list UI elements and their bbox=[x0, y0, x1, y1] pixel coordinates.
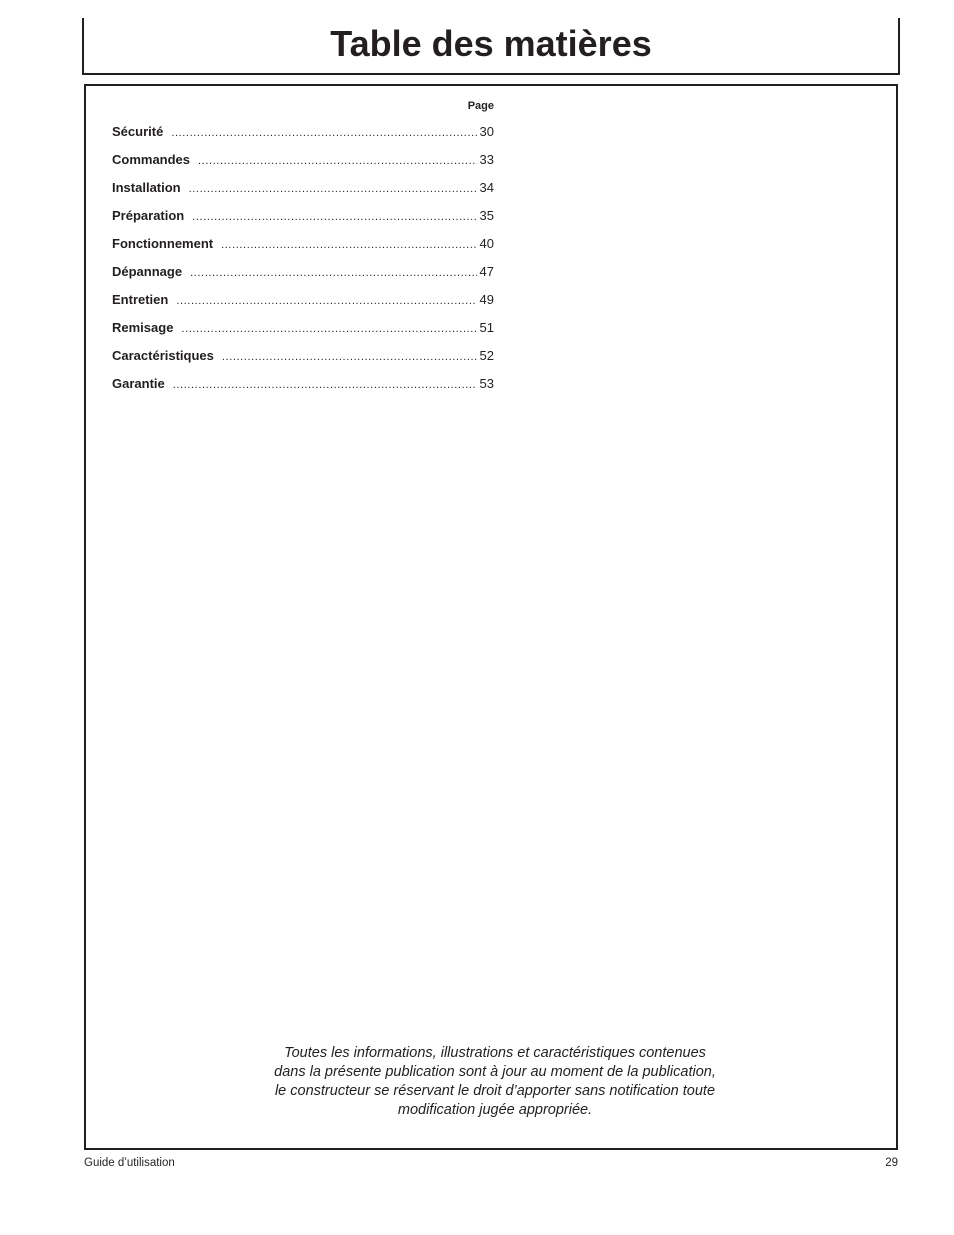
toc-entry-page: 35 bbox=[479, 208, 494, 223]
toc-entry-page: 52 bbox=[479, 348, 494, 363]
toc-entry-remisage[interactable] bbox=[112, 320, 494, 348]
toc-entry-page: 33 bbox=[479, 152, 494, 167]
dot-leader bbox=[198, 153, 477, 169]
dot-leader bbox=[192, 209, 476, 225]
toc-entry-page: 34 bbox=[479, 180, 494, 195]
table-of-contents bbox=[112, 98, 494, 404]
title-box bbox=[82, 18, 900, 75]
toc-entry-label: Sécurité bbox=[112, 124, 164, 139]
toc-entry-page: 47 bbox=[479, 264, 494, 279]
toc-entry-fonctionnement[interactable] bbox=[112, 236, 494, 264]
toc-entry-page: 53 bbox=[479, 376, 494, 391]
toc-entry-entretien[interactable] bbox=[112, 292, 494, 320]
toc-entry-label: Remisage bbox=[112, 320, 174, 335]
toc-entry-page: 40 bbox=[479, 236, 494, 251]
disclaimer-line: dans la présente publication sont à jour au moment de la publication, bbox=[274, 1064, 716, 1080]
dot-leader bbox=[222, 349, 477, 365]
disclaimer-line: Toutes les informations, illustrations et caractéristiques contenues bbox=[284, 1045, 706, 1061]
dot-leader bbox=[171, 125, 476, 141]
dot-leader bbox=[176, 293, 476, 309]
dot-leader bbox=[173, 377, 477, 393]
toc-entry-label: Installation bbox=[112, 180, 181, 195]
toc-entry-label: Garantie bbox=[112, 376, 165, 391]
footer-page-number: 29 bbox=[885, 1157, 898, 1169]
toc-entry-installation[interactable] bbox=[112, 180, 494, 208]
toc-entry-label: Commandes bbox=[112, 152, 191, 167]
toc-entry-label: Dépannage bbox=[112, 264, 183, 279]
toc-entry-page: 51 bbox=[479, 320, 494, 335]
footer-document-name: Guide d’utilisation bbox=[84, 1157, 175, 1169]
toc-entry-page: 30 bbox=[479, 124, 494, 139]
disclaimer-line: modification jugée appropriée. bbox=[397, 1102, 593, 1118]
toc-entry-label: Préparation bbox=[112, 208, 185, 223]
toc-entry-label: Entretien bbox=[112, 292, 169, 307]
toc-entry-preparation[interactable] bbox=[112, 208, 494, 236]
dot-leader bbox=[181, 321, 476, 337]
toc-entry-caracteristiques[interactable] bbox=[112, 348, 494, 376]
page-title: Table des matières bbox=[330, 23, 652, 64]
disclaimer-note bbox=[236, 1044, 754, 1120]
dot-leader bbox=[221, 237, 476, 253]
dot-leader bbox=[190, 265, 476, 281]
toc-entry-garantie[interactable] bbox=[112, 376, 494, 404]
toc-entry-commandes[interactable] bbox=[112, 152, 494, 180]
toc-entry-page: 49 bbox=[479, 292, 494, 307]
toc-entry-label: Fonctionnement bbox=[112, 236, 214, 251]
dot-leader bbox=[189, 181, 477, 197]
disclaimer-line: le constructeur se réservant le droit d’apporter sans notification toute bbox=[274, 1083, 716, 1099]
content-box bbox=[84, 84, 898, 1150]
toc-entry-securite[interactable] bbox=[112, 124, 494, 152]
toc-entry-depannage[interactable] bbox=[112, 264, 494, 292]
toc-entry-label: Caractéristiques bbox=[112, 348, 214, 363]
toc-page-column-header: Page bbox=[467, 100, 494, 112]
